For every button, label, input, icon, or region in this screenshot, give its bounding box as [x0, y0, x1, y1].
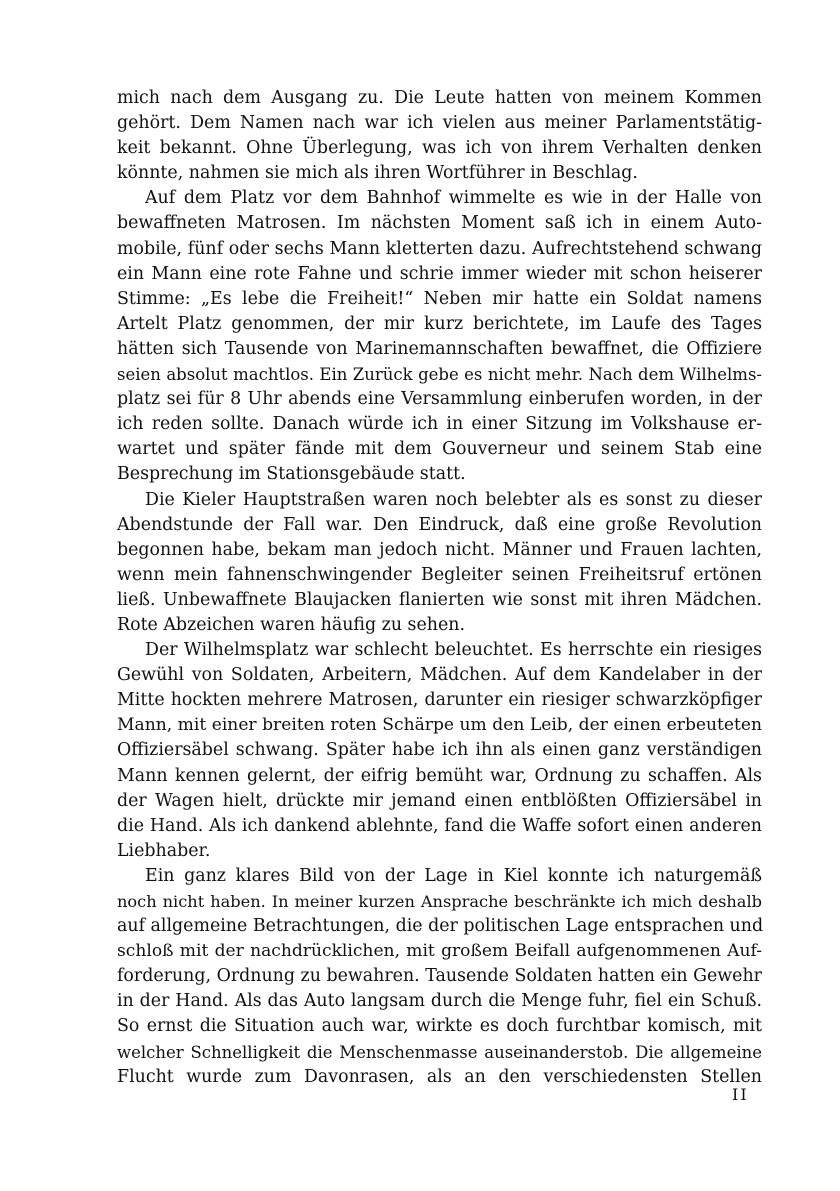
text-line: mobile, fünf oder sechs Mann kletterten dazu. Aufrechtstehend schwang — [117, 238, 762, 259]
text-line: Mann kennen gelernt, der eifrig bemüht war, Ordnung zu schaffen. Als — [117, 765, 762, 786]
text-line: keit bekannt. Ohne Überlegung, was ich von ihrem Verhalten denken — [117, 138, 762, 159]
text-line: Artelt Platz genommen, der mir kurz berichtete, im Laufe des Tages — [117, 313, 762, 334]
text-line: ein Mann eine rote Fahne und schrie immer wieder mit schon heiserer — [117, 263, 762, 284]
text-line: Mitte hockten mehrere Matrosen, darunter ein riesiger schwarzköpfiger — [117, 690, 762, 711]
text-line: Besprechung im Stationsgebäude statt. — [117, 464, 466, 485]
text-line: ließ. Unbewaffnete Blaujacken flanierten wie sonst mit ihren Mädchen. — [117, 589, 762, 610]
text-line: könnte, nahmen sie mich als ihren Wortführer in Beschlag. — [117, 163, 638, 184]
text-line: schloß mit der nachdrücklichen, mit großem Beifall aufgenommenen Auf- — [117, 941, 762, 962]
text-line: seien absolut machtlos. Ein Zurück gebe es nicht mehr. Nach dem Wilhelms- — [117, 365, 762, 385]
text-line: Liebhaber. — [117, 840, 211, 861]
paragraph — [117, 488, 762, 639]
text-line: Die Kieler Hauptstraßen waren noch belebter als es sonst zu dieser — [145, 489, 762, 510]
text-line: Der Wilhelmsplatz war schlecht beleuchtet. Es herrschte ein riesiges — [145, 640, 762, 661]
text-line: Ein ganz klares Bild von der Lage in Kiel konnte ich naturgemäß — [145, 865, 762, 886]
text-line: wenn mein fahnenschwingender Begleiter seinen Freiheitsruf ertönen — [117, 564, 762, 585]
text-line: welcher Schnelligkeit die Menschenmasse auseinanderstob. Die allgemeine — [117, 1042, 762, 1062]
text-line: bewaffneten Matrosen. Im nächsten Moment saß ich in einem Auto- — [117, 213, 762, 234]
text-line: Flucht wurde zum Davonrasen, als an den verschiedensten Stellen — [117, 1066, 762, 1087]
text-line: platz sei für 8 Uhr abends eine Versammlung einberufen worden, in der — [117, 389, 762, 410]
text-line: der Wagen hielt, drückte mir jemand einen entblößten Offiziersäbel in — [117, 790, 762, 811]
paragraph — [117, 186, 762, 487]
text-line: noch nicht haben. In meiner kurzen Ansprache beschränkte ich mich deshalb — [117, 892, 762, 911]
text-line: auf allgemeine Betrachtungen, die der politischen Lage entsprachen und — [117, 916, 764, 937]
text-line: Mann, mit einer breiten roten Schärpe um den Leib, der einen erbeuteten — [117, 715, 762, 736]
paragraph — [117, 864, 762, 1090]
paragraph — [117, 86, 762, 186]
text-line: Abendstunde der Fall war. Den Eindruck, daß eine große Revolution — [117, 514, 762, 535]
text-line: mich nach dem Ausgang zu. Die Leute hatten von meinem Kommen — [117, 88, 762, 108]
page-body — [117, 86, 762, 1090]
text-line: in der Hand. Als das Auto langsam durch die Menge fuhr, fiel ein Schuß. — [117, 991, 762, 1012]
text-line: Gewühl von Soldaten, Arbeitern, Mädchen. Auf dem Kandelaber in der — [117, 665, 762, 686]
text-line: Stimme: „Es lebe die Freiheit!“ Neben mir hatte ein Soldat namens — [117, 288, 762, 309]
paragraph — [117, 638, 762, 864]
page-number: II — [732, 1085, 749, 1104]
text-line: forderung, Ordnung zu bewahren. Tausende Soldaten hatten ein Gewehr — [117, 966, 762, 987]
text-line: die Hand. Als ich dankend ablehnte, fand die Waffe sofort einen anderen — [117, 815, 762, 836]
text-line: ich reden sollte. Danach würde ich in einer Sitzung im Volkshause er- — [117, 414, 762, 435]
text-line: hätten sich Tausende von Marinemannschaften bewaffnet, die Offiziere — [117, 338, 762, 359]
text-line: wartet und später fände mit dem Gouverneur und seinem Stab eine — [117, 439, 762, 460]
text-line: Rote Abzeichen waren häufig zu sehen. — [117, 614, 465, 635]
text-line: begonnen habe, bekam man jedoch nicht. Männer und Frauen lachten, — [117, 539, 762, 560]
text-line: gehört. Dem Namen nach war ich vielen aus meiner Parlamentstätig- — [117, 113, 762, 134]
text-line: Auf dem Platz vor dem Bahnhof wimmelte es wie in der Halle von — [145, 188, 762, 209]
text-line: Offiziersäbel schwang. Später habe ich ihn als einen ganz verständigen — [117, 740, 762, 761]
text-line: So ernst die Situation auch war, wirkte es doch furchtbar komisch, mit — [117, 1016, 762, 1037]
